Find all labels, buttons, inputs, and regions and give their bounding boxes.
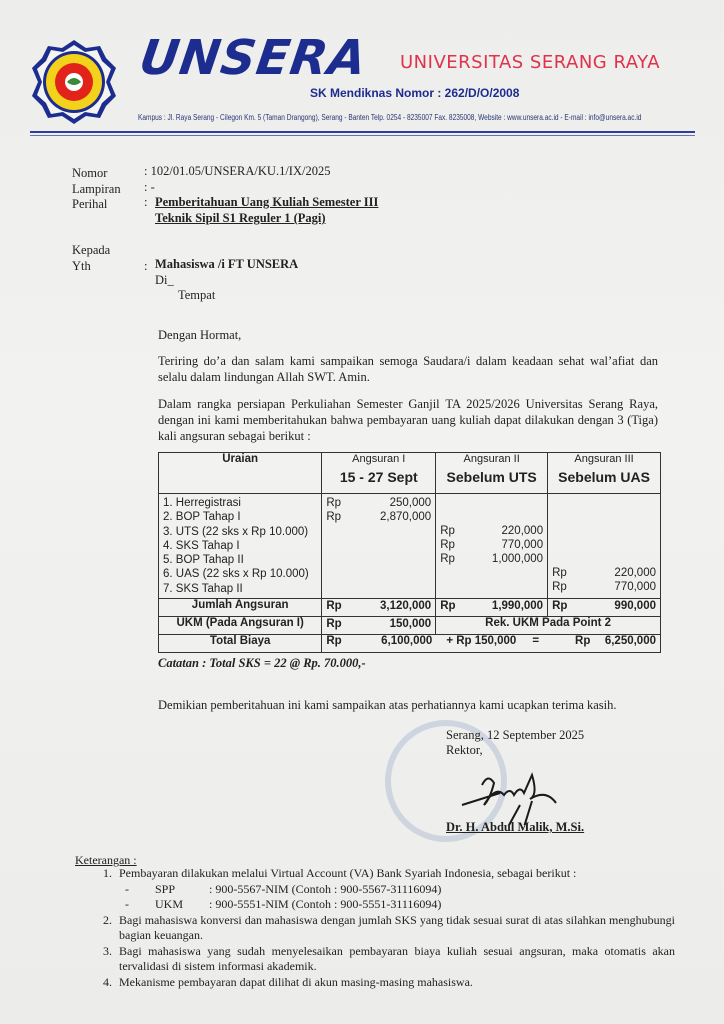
header-angsuran-1 (322, 453, 436, 494)
header-uraian-text: Uraian (222, 453, 259, 465)
va-ukm: - UKM : 900-5551-NIM (Contoh : 900-5551-31116094) (125, 897, 442, 911)
signer-role: Rektor, (446, 743, 483, 757)
header-angsuran-2 (436, 453, 548, 494)
total-value: 6,250,000 (604, 635, 656, 647)
header-uraian (159, 453, 322, 494)
closing: Demikian pemberitahuan ini kami sampaikan atas perhatiannya kami ucapkan terima kasih. (158, 698, 617, 712)
angsuran-2-date: Sebelum UTS (446, 469, 537, 485)
angsuran-1-date: 15 - 27 Sept (339, 469, 418, 485)
currency: Rp (440, 525, 455, 537)
keterangan-item: 3. Bagi mahasiswa yang sudah menyelesaikan pembayaran biaya kuliah sesuai angsuran, maka otomatis akan tervalidasi di sistem informasi akademik. (115, 944, 675, 975)
currency: Rp (440, 539, 455, 551)
list-item: 6. UAS (22 sks x Rp 10.000) (163, 568, 309, 581)
amount-row (326, 496, 431, 510)
amount-row (326, 510, 431, 524)
keterangan-item (115, 866, 675, 913)
catatan-note: Catatan : Total SKS = 22 @ Rp. 70.000,- (158, 656, 366, 670)
greeting: Dengan Hormat, (158, 328, 242, 342)
header-angsuran-3 (548, 453, 661, 494)
total-base: 6,100,000 (381, 635, 433, 647)
sk-number: SK Mendiknas Nomor : 262/D/O/2008 (310, 86, 520, 100)
currency: Rp (440, 553, 455, 565)
amount: 1,990,000 (491, 600, 544, 612)
signer-name: Dr. H. Abdul Malik, M.Si. (446, 820, 585, 834)
amount-row (552, 566, 656, 580)
currency: Rp (552, 600, 568, 612)
total-row (159, 635, 661, 653)
list-item: 7. SKS Tahap II (163, 582, 243, 595)
total-label: Total Biaya (159, 635, 322, 653)
currency: Rp (575, 635, 591, 647)
amount-row (440, 538, 543, 552)
angsuran-2-title: Angsuran II (463, 453, 520, 465)
amount-row (552, 580, 656, 594)
amount-row (440, 524, 543, 538)
ukm-row (159, 617, 661, 635)
yth-colon: : (144, 259, 148, 273)
jumlah-1 (322, 599, 436, 617)
nomor-value: : 102/01.05/UNSERA/KU.1/IX/2025 (144, 164, 331, 178)
currency: Rp (552, 581, 567, 593)
kepada-label: Kepada (72, 243, 111, 257)
total-line (326, 635, 656, 647)
amount: 1,000,000 (491, 553, 544, 565)
lampiran-label: Lampiran (72, 182, 121, 196)
recipient-di: Di_ (155, 273, 174, 287)
perihal-line-1: Pemberitahuan Uang Kuliah Semester III (155, 195, 379, 209)
amount: 3,120,000 (380, 600, 432, 612)
angsuran-3-date: Sebelum UAS (558, 469, 650, 485)
keterangan-item: 2. Bagi mahasiswa konversi dan mahasiswa dengan jumlah SKS yang tidak sesuai surat di atas silahkan menghubungi bagian keuangan. (115, 913, 675, 944)
ukm-amount (322, 617, 436, 635)
perihal-label: Perihal (72, 197, 108, 211)
list-item: 1. Herregistrasi (163, 497, 241, 509)
recipient-tempat: Tempat (178, 288, 216, 302)
amount-row (440, 552, 543, 566)
perihal-line-2: Teknik Sipil S1 Reguler 1 (Pagi) (155, 211, 326, 225)
currency: Rp (326, 618, 342, 630)
header-rule-thin (30, 135, 695, 136)
lampiran-value: : - (144, 180, 155, 194)
university-seal-icon (30, 38, 118, 126)
currency: Rp (552, 567, 567, 579)
total-plus-ukm: + Rp 150,000 (446, 635, 517, 647)
angsuran-1-title: Angsuran I (352, 453, 406, 465)
currency: Rp (326, 511, 342, 523)
amount: 250,000 (389, 497, 432, 509)
va-label: UKM (155, 897, 184, 911)
ukm-label: UKM (Pada Angsuran I) (159, 617, 322, 635)
brand-wordmark: UNSERA (136, 30, 371, 86)
list-item: 2. BOP Tahap I (163, 511, 241, 524)
jumlah-label: Jumlah Angsuran (159, 599, 322, 617)
angsuran-1-cell (322, 494, 436, 599)
perihal-colon: : (144, 195, 148, 209)
paragraph-opening: Teriring do’a dan salam kami sampaikan semoga Saudara/i dalam keadaan sehat wal’afiat dan selalu dalam lindungan Allah SWT. Amin. (158, 354, 658, 384)
currency: Rp (440, 600, 456, 612)
total-equals: = (532, 635, 540, 647)
keterangan-title: Keterangan : (75, 853, 137, 867)
list-item: 3. UTS (22 sks x Rp 10.000) (163, 525, 309, 538)
va-value: : 900-5551-NIM (Contoh : 900-5551-31116094) (209, 897, 442, 911)
amount: 770,000 (614, 581, 656, 593)
campus-address: Kampus : Jl. Raya Serang - Cilegon Km. 5 (Taman Drangong), Serang - Banten Telp. 0254 - 8235007 Fax. 8235008, Website : www.unsera.ac.id - E-mail : info@unsera.ac.id (138, 113, 642, 122)
place-date: Serang, 12 September 2025 (446, 728, 585, 742)
amount: 770,000 (501, 539, 544, 551)
amount: 220,000 (614, 567, 656, 579)
amount: 220,000 (501, 525, 544, 537)
table-items-row (159, 494, 661, 599)
angsuran-2-cell (436, 494, 548, 599)
currency: Rp (326, 497, 342, 509)
currency: Rp (326, 600, 342, 612)
fee-table (158, 452, 661, 653)
keterangan-list (75, 866, 675, 990)
header-rule (30, 131, 695, 133)
paragraph-installments: Dalam rangka persiapan Perkuliahan Semester Ganjil TA 2025/2026 Universitas Serang Raya, dengan ini kami memberitahukan bahwa pembayaran uang kuliah dapat dilakukan dengan 3 (Tiga) kali angsuran sebagai berikut : (158, 397, 658, 443)
recipient: Mahasiswa /i FT UNSERA (155, 257, 299, 271)
university-name: UNIVERSITAS SERANG RAYA (400, 52, 661, 73)
keterangan-text: Pembayaran dilakukan melalui Virtual Account (VA) Bank Syariah Indonesia, sebagai berikut : (119, 866, 577, 880)
keterangan-item: 4. Mekanisme pembayaran dapat dilihat di akun masing-masing mahasiswa. (115, 975, 675, 991)
list-item: 5. BOP Tahap II (163, 554, 244, 567)
signature-icon (460, 765, 570, 825)
jumlah-3 (548, 599, 661, 617)
amount: 2,870,000 (380, 511, 432, 523)
amount: 990,000 (614, 600, 656, 612)
amount: 150,000 (389, 618, 432, 630)
va-spp: - SPP : 900-5567-NIM (Contoh : 900-5567-31116094) (125, 881, 442, 896)
va-value: : 900-5567-NIM (Contoh : 900-5567-31116094) (209, 881, 442, 896)
ukm-note: Rek. UKM Pada Point 2 (436, 617, 661, 635)
angsuran-3-cell (548, 494, 661, 599)
list-item: 4. SKS Tahap I (163, 539, 240, 552)
items-cell (159, 494, 322, 599)
jumlah-row (159, 599, 661, 617)
jumlah-2 (436, 599, 548, 617)
total-cell (322, 635, 661, 653)
nomor-label: Nomor (72, 166, 108, 180)
va-label: SPP (155, 881, 176, 896)
currency: Rp (326, 635, 342, 647)
table-header-row (159, 453, 661, 494)
yth-label: Yth (72, 259, 91, 273)
angsuran-3-title: Angsuran III (574, 453, 634, 465)
